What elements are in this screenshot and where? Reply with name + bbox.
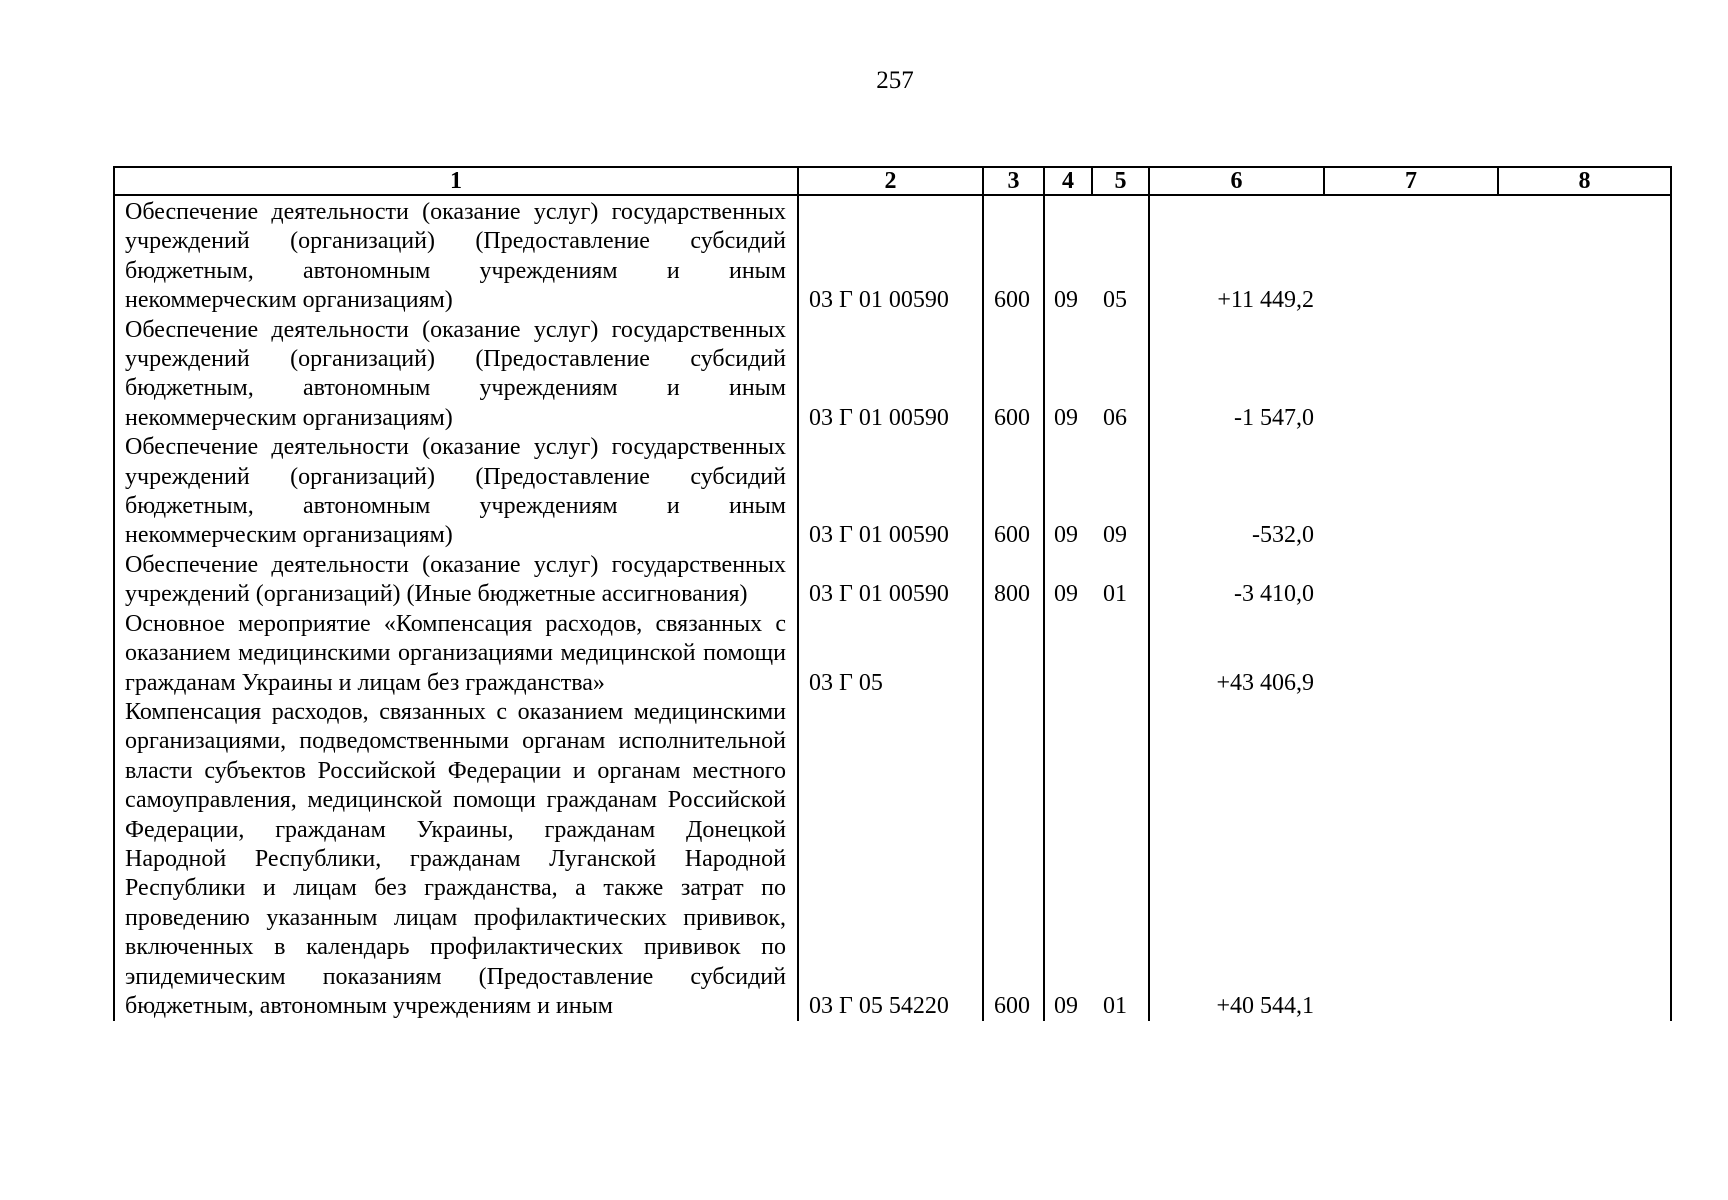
- row-code: 03 Г 01 00590: [798, 316, 983, 434]
- row-description: Обеспечение деятельности (оказание услуг) государственных учреждений (организаций) (Иные бюджетные ассигнования): [114, 551, 798, 610]
- table-row: [114, 610, 1671, 698]
- row-code: 03 Г 01 00590: [798, 198, 983, 316]
- header-col-3: 3: [983, 167, 1044, 195]
- row-amount: +43 406,9: [1149, 610, 1324, 698]
- row-col-8: [1498, 610, 1671, 698]
- row-amount: +40 544,1: [1149, 698, 1324, 1021]
- row-col-8: [1498, 698, 1671, 1021]
- row-section: 09: [1054, 522, 1078, 549]
- header-col-2: 2: [798, 167, 983, 195]
- table-body: [114, 195, 1671, 1021]
- header-col-5: 5: [1092, 167, 1149, 195]
- table-row: [114, 551, 1671, 610]
- table-header: [114, 167, 1671, 195]
- row-section: 09: [1054, 287, 1078, 314]
- header-col-6: 6: [1149, 167, 1324, 195]
- row-description: Обеспечение деятельности (оказание услуг) государственных учреждений (организаций) (Предоставление субсидий бюджетным, автономным учреждениям и иным некоммерческим организациям): [114, 433, 798, 551]
- row-col-7: [1324, 551, 1498, 610]
- row-col-7: [1324, 316, 1498, 434]
- header-col-7: 7: [1324, 167, 1498, 195]
- table-row: [114, 433, 1671, 551]
- row-subsection: 01: [1092, 698, 1149, 1021]
- header-col-8: 8: [1498, 167, 1671, 195]
- row-col-8: [1498, 316, 1671, 434]
- row-expense-type: 800: [983, 551, 1044, 610]
- row-code: 03 Г 05: [798, 610, 983, 698]
- row-expense-type: [983, 610, 1044, 698]
- header-col-1: 1: [114, 167, 798, 195]
- header-row: [114, 167, 1671, 195]
- page-number: 257: [876, 67, 914, 94]
- table-row: [114, 198, 1671, 316]
- row-subsection: 01: [1092, 551, 1149, 610]
- row-col-8: [1498, 433, 1671, 551]
- row-section: 09: [1054, 404, 1078, 431]
- table-row: [114, 698, 1671, 1021]
- row-col-7: [1324, 433, 1498, 551]
- row-amount: -532,0: [1149, 433, 1324, 551]
- row-expense-type: 600: [983, 198, 1044, 316]
- row-subsection: 06: [1092, 316, 1149, 434]
- header-col-4: 4: [1044, 167, 1092, 195]
- row-description: Основное мероприятие «Компенсация расходов, связанных с оказанием медицинскими организациями медицинской помощи гражданам Украины и лицам без гражданства»: [114, 610, 798, 698]
- row-description: Компенсация расходов, связанных с оказанием медицинскими организациями, подведомственными органам исполнительной власти субъектов Российской Федерации и органам местного самоуправления, медицинской помощи гражданам Российской Федерации, гражданам Украины, гражданам Донецкой Народной Республики, гражданам Луганской Народной Республики и лицам без гражданства, а также затрат по проведению указанным лицам профилактических прививок, включенных в календарь профилактических прививок по эпидемическим показаниям (Предоставление субсидий бюджетным, автономным учреждениям и иным: [114, 698, 798, 1021]
- row-section: 09: [1054, 581, 1078, 608]
- row-subsection: 09: [1092, 433, 1149, 551]
- table-row: [114, 316, 1671, 434]
- row-code: 03 Г 01 00590: [798, 433, 983, 551]
- row-expense-type: 600: [983, 433, 1044, 551]
- row-subsection: 05: [1092, 198, 1149, 316]
- budget-table: [113, 166, 1672, 1021]
- row-col-7: [1324, 198, 1498, 316]
- row-description: Обеспечение деятельности (оказание услуг) государственных учреждений (организаций) (Предоставление субсидий бюджетным, автономным учреждениям и иным некоммерческим организациям): [114, 198, 798, 316]
- row-amount: -3 410,0: [1149, 551, 1324, 610]
- row-expense-type: 600: [983, 698, 1044, 1021]
- row-col-8: [1498, 198, 1671, 316]
- row-description: Обеспечение деятельности (оказание услуг) государственных учреждений (организаций) (Предоставление субсидий бюджетным, автономным учреждениям и иным некоммерческим организациям): [114, 316, 798, 434]
- row-subsection: [1092, 610, 1149, 698]
- row-section: 09: [1054, 992, 1078, 1019]
- row-expense-type: 600: [983, 316, 1044, 434]
- row-col-8: [1498, 551, 1671, 610]
- row-code: 03 Г 05 54220: [798, 698, 983, 1021]
- row-col-7: [1324, 698, 1498, 1021]
- row-amount: +11 449,2: [1149, 198, 1324, 316]
- row-section: [1044, 610, 1092, 698]
- row-code: 03 Г 01 00590: [798, 551, 983, 610]
- row-amount: -1 547,0: [1149, 316, 1324, 434]
- row-col-7: [1324, 610, 1498, 698]
